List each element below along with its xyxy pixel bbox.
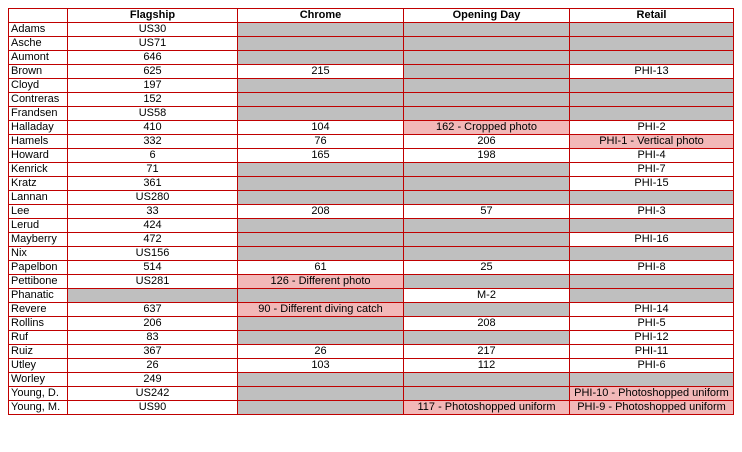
flagship-cell[interactable]: 33 bbox=[68, 205, 238, 219]
table-row bbox=[9, 177, 734, 191]
player-name-cell[interactable]: Phanatic bbox=[9, 289, 68, 303]
chrome-cell[interactable] bbox=[238, 317, 404, 331]
player-name-cell[interactable]: Lee bbox=[9, 205, 68, 219]
player-name-cell[interactable]: Asche bbox=[9, 37, 68, 51]
table-row bbox=[9, 23, 734, 37]
opening-day-cell[interactable]: 162 - Cropped photo bbox=[404, 121, 570, 135]
table-row bbox=[9, 331, 734, 345]
retail-cell[interactable]: PHI-1 - Vertical photo bbox=[570, 135, 734, 149]
chrome-cell[interactable]: 26 bbox=[238, 345, 404, 359]
opening-day-cell[interactable]: 217 bbox=[404, 345, 570, 359]
flagship-cell[interactable]: 472 bbox=[68, 233, 238, 247]
table-row bbox=[9, 121, 734, 135]
player-name-cell[interactable]: Hamels bbox=[9, 135, 68, 149]
flagship-cell[interactable]: 410 bbox=[68, 121, 238, 135]
retail-cell[interactable]: PHI-16 bbox=[570, 233, 734, 247]
flagship-cell[interactable]: 249 bbox=[68, 373, 238, 387]
chrome-cell[interactable] bbox=[238, 289, 404, 303]
player-name-cell[interactable]: Adams bbox=[9, 23, 68, 37]
opening-day-cell[interactable]: 206 bbox=[404, 135, 570, 149]
retail-cell[interactable] bbox=[570, 289, 734, 303]
table-row bbox=[9, 191, 734, 205]
player-name-cell[interactable]: Pettibone bbox=[9, 275, 68, 289]
player-name-cell[interactable]: Kenrick bbox=[9, 163, 68, 177]
retail-cell[interactable]: PHI-9 - Photoshopped uniform bbox=[570, 401, 734, 415]
table-row bbox=[9, 79, 734, 93]
retail-cell[interactable] bbox=[570, 373, 734, 387]
chrome-cell[interactable] bbox=[238, 191, 404, 205]
opening-day-cell[interactable] bbox=[404, 275, 570, 289]
table-row bbox=[9, 93, 734, 107]
header-player[interactable] bbox=[9, 9, 68, 23]
flagship-cell[interactable]: 367 bbox=[68, 345, 238, 359]
retail-cell[interactable]: PHI-5 bbox=[570, 317, 734, 331]
player-name-cell[interactable]: Cloyd bbox=[9, 79, 68, 93]
opening-day-cell[interactable] bbox=[404, 177, 570, 191]
flagship-cell[interactable]: US71 bbox=[68, 37, 238, 51]
opening-day-cell[interactable] bbox=[404, 79, 570, 93]
header-chrome[interactable]: Chrome bbox=[238, 9, 404, 23]
flagship-cell[interactable]: US281 bbox=[68, 275, 238, 289]
chrome-cell[interactable] bbox=[238, 387, 404, 401]
player-name-cell[interactable]: Ruiz bbox=[9, 345, 68, 359]
chrome-cell[interactable] bbox=[238, 23, 404, 37]
chrome-cell[interactable] bbox=[238, 107, 404, 121]
player-name-cell[interactable]: Aumont bbox=[9, 51, 68, 65]
table-row bbox=[9, 205, 734, 219]
player-name-cell[interactable]: Rollins bbox=[9, 317, 68, 331]
flagship-cell[interactable]: 26 bbox=[68, 359, 238, 373]
chrome-cell[interactable] bbox=[238, 373, 404, 387]
retail-cell[interactable]: PHI-14 bbox=[570, 303, 734, 317]
table-row bbox=[9, 345, 734, 359]
retail-cell[interactable]: PHI-7 bbox=[570, 163, 734, 177]
retail-cell[interactable] bbox=[570, 51, 734, 65]
chrome-cell[interactable]: 76 bbox=[238, 135, 404, 149]
chrome-cell[interactable] bbox=[238, 331, 404, 345]
opening-day-cell[interactable] bbox=[404, 107, 570, 121]
opening-day-cell[interactable] bbox=[404, 387, 570, 401]
player-name-cell[interactable]: Frandsen bbox=[9, 107, 68, 121]
opening-day-cell[interactable] bbox=[404, 37, 570, 51]
flagship-cell[interactable]: 332 bbox=[68, 135, 238, 149]
chrome-cell[interactable] bbox=[238, 79, 404, 93]
flagship-cell[interactable]: 361 bbox=[68, 177, 238, 191]
checklist-table bbox=[8, 8, 734, 415]
table-row bbox=[9, 51, 734, 65]
retail-cell[interactable] bbox=[570, 219, 734, 233]
opening-day-cell[interactable]: 25 bbox=[404, 261, 570, 275]
retail-cell[interactable]: PHI-4 bbox=[570, 149, 734, 163]
chrome-cell[interactable] bbox=[238, 233, 404, 247]
player-name-cell[interactable]: Worley bbox=[9, 373, 68, 387]
chrome-cell[interactable] bbox=[238, 177, 404, 191]
flagship-cell[interactable]: 514 bbox=[68, 261, 238, 275]
table-row bbox=[9, 387, 734, 401]
table-row bbox=[9, 359, 734, 373]
flagship-cell[interactable]: US156 bbox=[68, 247, 238, 261]
player-name-cell[interactable]: Lannan bbox=[9, 191, 68, 205]
opening-day-cell[interactable] bbox=[404, 303, 570, 317]
opening-day-cell[interactable]: 198 bbox=[404, 149, 570, 163]
flagship-cell[interactable]: 197 bbox=[68, 79, 238, 93]
chrome-cell[interactable] bbox=[238, 93, 404, 107]
chrome-cell[interactable] bbox=[238, 37, 404, 51]
opening-day-cell[interactable] bbox=[404, 51, 570, 65]
retail-cell[interactable]: PHI-13 bbox=[570, 65, 734, 79]
opening-day-cell[interactable] bbox=[404, 163, 570, 177]
table-row bbox=[9, 401, 734, 415]
retail-cell[interactable]: PHI-3 bbox=[570, 205, 734, 219]
chrome-cell[interactable] bbox=[238, 51, 404, 65]
player-name-cell[interactable]: Contreras bbox=[9, 93, 68, 107]
retail-cell[interactable]: PHI-15 bbox=[570, 177, 734, 191]
player-name-cell[interactable]: Young, M. bbox=[9, 401, 68, 415]
player-name-cell[interactable]: Howard bbox=[9, 149, 68, 163]
table-row bbox=[9, 317, 734, 331]
chrome-cell[interactable] bbox=[238, 219, 404, 233]
opening-day-cell[interactable]: M-2 bbox=[404, 289, 570, 303]
retail-cell[interactable] bbox=[570, 247, 734, 261]
flagship-cell[interactable]: 6 bbox=[68, 149, 238, 163]
header-retail[interactable]: Retail bbox=[570, 9, 734, 23]
player-name-cell[interactable]: Mayberry bbox=[9, 233, 68, 247]
header-row bbox=[9, 9, 734, 23]
table-row bbox=[9, 303, 734, 317]
opening-day-cell[interactable] bbox=[404, 93, 570, 107]
retail-cell[interactable]: PHI-11 bbox=[570, 345, 734, 359]
opening-day-cell[interactable]: 57 bbox=[404, 205, 570, 219]
flagship-cell[interactable]: 206 bbox=[68, 317, 238, 331]
table-row bbox=[9, 163, 734, 177]
chrome-cell[interactable]: 61 bbox=[238, 261, 404, 275]
chrome-cell[interactable]: 104 bbox=[238, 121, 404, 135]
player-name-cell[interactable]: Revere bbox=[9, 303, 68, 317]
chrome-cell[interactable] bbox=[238, 401, 404, 415]
retail-cell[interactable]: PHI-2 bbox=[570, 121, 734, 135]
flagship-cell[interactable]: 71 bbox=[68, 163, 238, 177]
table-row bbox=[9, 247, 734, 261]
opening-day-cell[interactable]: 117 - Photoshopped uniform bbox=[404, 401, 570, 415]
table-row bbox=[9, 275, 734, 289]
player-name-cell[interactable]: Brown bbox=[9, 65, 68, 79]
table-row bbox=[9, 65, 734, 79]
opening-day-cell[interactable] bbox=[404, 331, 570, 345]
flagship-cell[interactable]: 83 bbox=[68, 331, 238, 345]
flagship-cell[interactable] bbox=[68, 289, 238, 303]
table-body bbox=[9, 23, 734, 415]
flagship-cell[interactable]: US58 bbox=[68, 107, 238, 121]
chrome-cell[interactable] bbox=[238, 163, 404, 177]
opening-day-cell[interactable]: 208 bbox=[404, 317, 570, 331]
chrome-cell[interactable]: 165 bbox=[238, 149, 404, 163]
player-name-cell[interactable]: Ruf bbox=[9, 331, 68, 345]
chrome-cell[interactable]: 103 bbox=[238, 359, 404, 373]
flagship-cell[interactable]: 152 bbox=[68, 93, 238, 107]
table-row bbox=[9, 233, 734, 247]
player-name-cell[interactable]: Utley bbox=[9, 359, 68, 373]
flagship-cell[interactable]: US90 bbox=[68, 401, 238, 415]
table-row bbox=[9, 149, 734, 163]
table-row bbox=[9, 261, 734, 275]
table-row bbox=[9, 289, 734, 303]
retail-cell[interactable] bbox=[570, 275, 734, 289]
flagship-cell[interactable]: 637 bbox=[68, 303, 238, 317]
table-row bbox=[9, 373, 734, 387]
flagship-cell[interactable]: US242 bbox=[68, 387, 238, 401]
header-flagship[interactable]: Flagship bbox=[68, 9, 238, 23]
flagship-cell[interactable]: US30 bbox=[68, 23, 238, 37]
player-name-cell[interactable]: Young, D. bbox=[9, 387, 68, 401]
retail-cell[interactable]: PHI-12 bbox=[570, 331, 734, 345]
opening-day-cell[interactable] bbox=[404, 65, 570, 79]
player-name-cell[interactable]: Nix bbox=[9, 247, 68, 261]
chrome-cell[interactable]: 208 bbox=[238, 205, 404, 219]
flagship-cell[interactable]: US280 bbox=[68, 191, 238, 205]
opening-day-cell[interactable] bbox=[404, 23, 570, 37]
retail-cell[interactable]: PHI-6 bbox=[570, 359, 734, 373]
header-opening-day[interactable]: Opening Day bbox=[404, 9, 570, 23]
opening-day-cell[interactable] bbox=[404, 219, 570, 233]
opening-day-cell[interactable]: 112 bbox=[404, 359, 570, 373]
retail-cell[interactable]: PHI-8 bbox=[570, 261, 734, 275]
player-name-cell[interactable]: Papelbon bbox=[9, 261, 68, 275]
opening-day-cell[interactable] bbox=[404, 233, 570, 247]
table-row bbox=[9, 135, 734, 149]
table-row bbox=[9, 107, 734, 121]
flagship-cell[interactable]: 424 bbox=[68, 219, 238, 233]
retail-cell[interactable]: PHI-10 - Photoshopped uniform bbox=[570, 387, 734, 401]
retail-cell[interactable] bbox=[570, 191, 734, 205]
retail-cell[interactable] bbox=[570, 107, 734, 121]
chrome-cell[interactable]: 215 bbox=[238, 65, 404, 79]
chrome-cell[interactable] bbox=[238, 247, 404, 261]
player-name-cell[interactable]: Halladay bbox=[9, 121, 68, 135]
retail-cell[interactable] bbox=[570, 23, 734, 37]
player-name-cell[interactable]: Kratz bbox=[9, 177, 68, 191]
retail-cell[interactable] bbox=[570, 37, 734, 51]
opening-day-cell[interactable] bbox=[404, 191, 570, 205]
flagship-cell[interactable]: 646 bbox=[68, 51, 238, 65]
chrome-cell[interactable]: 126 - Different photo bbox=[238, 275, 404, 289]
flagship-cell[interactable]: 625 bbox=[68, 65, 238, 79]
retail-cell[interactable] bbox=[570, 93, 734, 107]
retail-cell[interactable] bbox=[570, 79, 734, 93]
table-row bbox=[9, 37, 734, 51]
chrome-cell[interactable]: 90 - Different diving catch bbox=[238, 303, 404, 317]
player-name-cell[interactable]: Lerud bbox=[9, 219, 68, 233]
table-row bbox=[9, 219, 734, 233]
opening-day-cell[interactable] bbox=[404, 247, 570, 261]
opening-day-cell[interactable] bbox=[404, 373, 570, 387]
